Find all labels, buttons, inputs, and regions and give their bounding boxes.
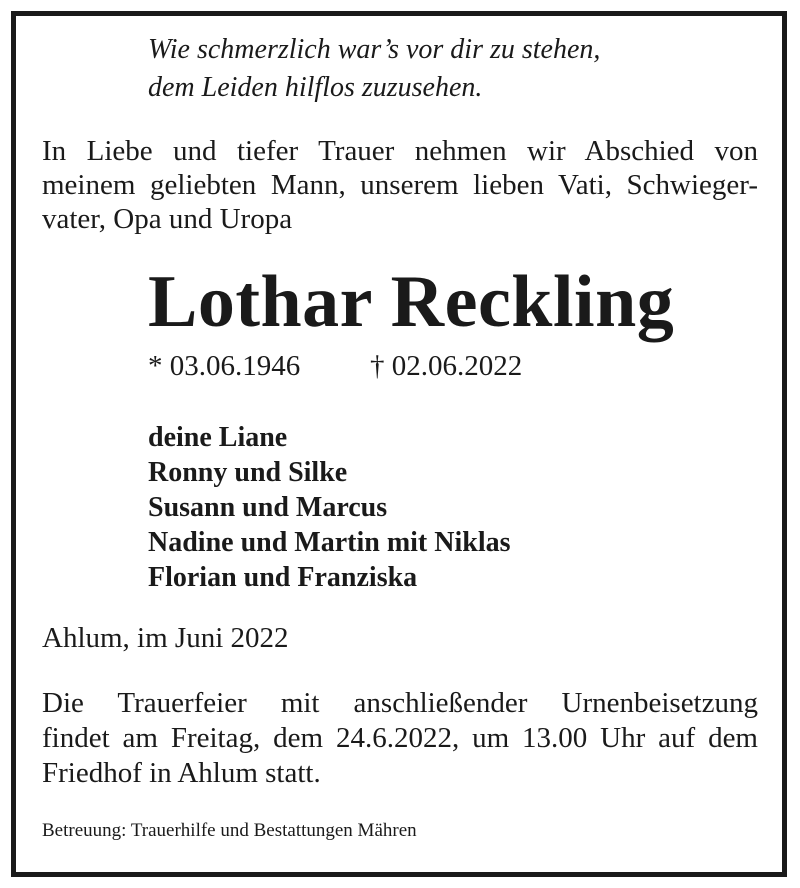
death-date: † 02.06.2022 xyxy=(370,350,523,382)
family-member: Susann und Marcus xyxy=(148,492,388,523)
intro-line-1: In Liebe und tiefer Trauer nehmen wir Abschied von xyxy=(42,135,758,167)
family-member: Florian und Franziska xyxy=(148,562,418,593)
birth-date: * 03.06.1946 xyxy=(148,350,301,382)
service-line-1: Die Trauerfeier mit anschließender Urnenbeisetzung xyxy=(42,687,758,719)
service-line-2: findet am Freitag, dem 24.6.2022, um 13.00 Uhr auf dem xyxy=(42,722,758,754)
intro-line-2: meinem geliebten Mann, unserem lieben Vati, Schwieger- xyxy=(42,169,758,201)
deceased-name: Lothar Reckling xyxy=(148,261,675,343)
family-member: Ronny und Silke xyxy=(148,457,348,488)
family-member: Nadine und Martin mit Niklas xyxy=(148,527,511,558)
service-line-3: Friedhof in Ahlum statt. xyxy=(42,757,321,789)
intro-line-3: vater, Opa und Uropa xyxy=(42,203,293,235)
verse-line-2: dem Leiden hilflos zuzusehen. xyxy=(148,72,483,103)
verse-line-1: Wie schmerzlich war’s vor dir zu stehen, xyxy=(148,34,601,65)
family-member: deine Liane xyxy=(148,422,288,453)
funeral-home-credit: Betreuung: Trauerhilfe und Bestattungen Mähren xyxy=(42,820,417,841)
place-date: Ahlum, im Juni 2022 xyxy=(42,622,289,654)
